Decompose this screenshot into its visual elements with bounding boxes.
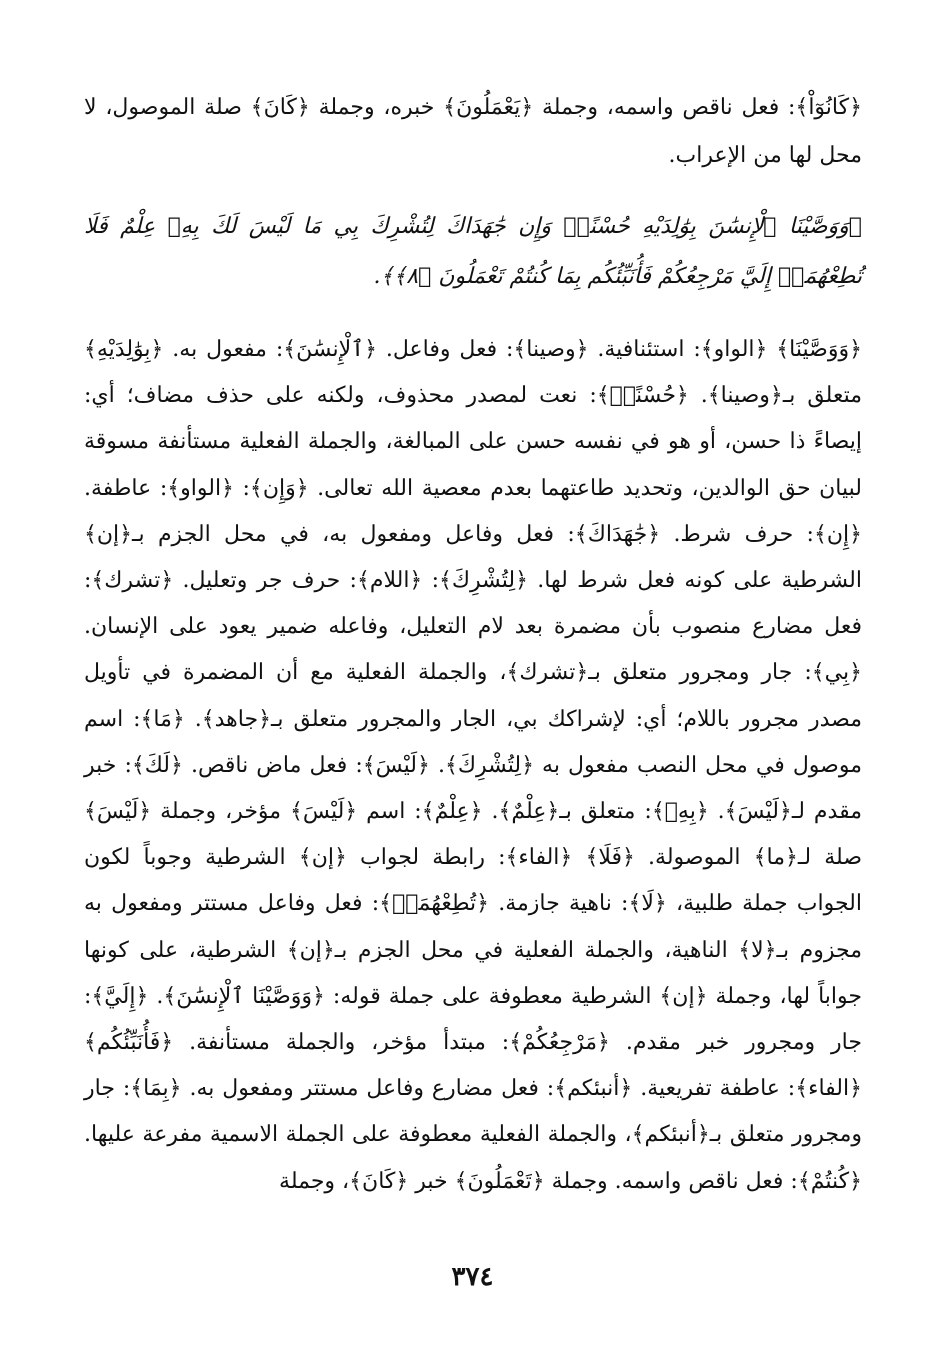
analysis-text: ﴿وَوَصَّيْنَا﴾ ﴿الواو﴾: استئنافية. ﴿وصينا﴾: فعل وفاعل. ﴿ٱلْإِنسَٰنَ﴾: مفعول به. ﴿بِوَٰلِدَيْهِ﴾ متعلق بـ﴿وصينا﴾. ﴿حُسْنًاۖ﴾: نعت لمصدر محذوف، ولكنه على حذف مضاف؛ أي: إيصاءً ذا حسن، أو هو في نفسه حسن على المبالغة، والجملة الفعلية مستأنفة مسوقة لبيان حق الوالدين، وتحديد طاعتهما بعدم معصية الله تعالى. ﴿وَإِن﴾: ﴿الواو﴾: عاطفة. ﴿إِن﴾: حرف شرط. ﴿جَٰهَدَاكَ﴾: فعل وفاعل ومفعول به، في محل الجزم بـ﴿إن﴾ الشرطية على كونه فعل شرط لها. ﴿لِتُشْرِكَ﴾: ﴿اللام﴾: حرف جر وتعليل. ﴿تشرك﴾: فعل مضارع منصوب بأن مضمرة بعد لام التعليل، وفاعله ضمير يعود على الإنسان. ﴿بِي﴾: جار ومجرور متعلق بـ﴿تشرك﴾، والجملة الفعلية مع أن المضمرة في تأويل مصدر مجرور باللام؛ أي: لإشراكك بي، الجار والمجرور متعلق بـ﴿جاهد﴾. ﴿مَا﴾: اسم موصول في محل النصب مفعول به ﴿لِتُشْرِكَ﴾. ﴿لَيْسَ﴾: فعل ماض ناقص. ﴿لَكَ﴾: خبر مقدم لـ﴿لَيْسَ﴾. ﴿بِهِۦ﴾: متعلق بـ﴿عِلْمٌ﴾. ﴿عِلْمٌ﴾: اسم ﴿لَيْسَ﴾ مؤخر، وجملة ﴿لَيْسَ﴾ صلة لـ﴿ما﴾ الموصولة. ﴿فَلَا﴾ ﴿الفاء﴾: رابطة لجواب ﴿إن﴾ الشرطية وجوباً لكون الجواب جملة طلبية، ﴿لَا﴾: ناهية جازمة. ﴿تُطِعْهُمَآۚ﴾: فعل وفاعل مستتر ومفعول به مجزوم بـ﴿لا﴾ الناهية، والجملة الفعلية في محل الجزم بـ﴿إن﴾ الشرطية، على كونها جواباً لها، وجملة ﴿إن﴾ الشرطية معطوفة على جملة قوله: ﴿وَوَصَّيْنَا ٱلْإِنسَٰنَ﴾. ﴿إِلَيَّ﴾: جار ومجرور خبر مقدم. ﴿مَرْجِعُكُمْ﴾: مبتدأ مؤخر، والجملة مستأنفة. ﴿فَأُنَبِّئُكُم﴾ ﴿الفاء﴾: عاطفة تفريعية. ﴿أنبئكم﴾: فعل مضارع وفاعل مستتر ومفعول به. ﴿بِمَا﴾: جار ومجرور متعلق بـ﴿أنبئكم﴾، والجملة الفعلية معطوفة على الجملة الاسمية مفرعة عليها. ﴿كُنتُمْ﴾: فعل ناقص واسمه. وجملة ﴿تَعْمَلُونَ﴾ خبر ﴿كَانَ﴾، وجملة xyxy=(84,337,863,1194)
page-number: ٣٧٤ xyxy=(451,1262,494,1292)
intro-paragraph xyxy=(84,84,862,179)
quran-verse xyxy=(84,202,862,302)
grammar-analysis-paragraph xyxy=(84,327,862,1205)
verse-text: ﴿وَوَصَّيْنَا ٱلْإِنسَٰنَ بِوَٰلِدَيْهِ حُسْنًاۖ وَإِن جَٰهَدَاكَ لِتُشْرِكَ بِي مَا لَيْسَ لَكَ بِهِۦ عِلْمٌ فَلَا تُطِعْهُمَآۚ إِلَيَّ مَرْجِعُكُمْ فَأُنَبِّئُكُم بِمَا كُنتُمْ تَعْمَلُونَ ﴿٨﴾﴾. xyxy=(84,214,862,289)
intro-text: ﴿كَانُوٓاْ﴾: فعل ناقص واسمه، وجملة ﴿يَعْمَلُونَ﴾ خبره، وجملة ﴿كَانَ﴾ صلة الموصول، لا محل لها من الإعراب. xyxy=(84,95,862,168)
